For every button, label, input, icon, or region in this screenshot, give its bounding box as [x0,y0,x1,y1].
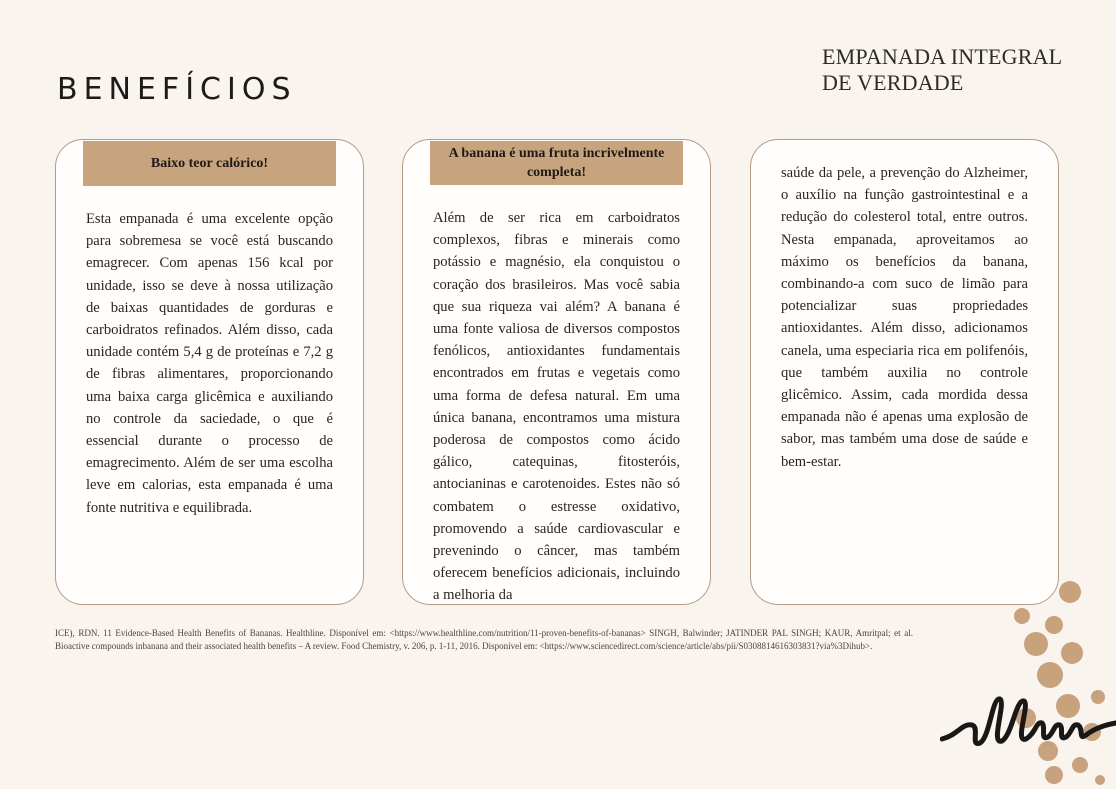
product-title-line-2: DE VERDADE [822,70,964,95]
benefit-card-continuation [750,139,1059,605]
card-body-text: Esta empanada é uma excelente opção para sobremesa se você está buscando emagrecer. Com apenas 156 kcal por unidade, isso se deve à nossa utilização de baixas quantidades de gorduras e carboidratos refinados. Além disso, cada unidade contém 5,4 g de proteínas e 7,2 g de fibras alimentares, proporcionando uma baixa carga glicêmica e auxiliando no controle da saciedade, o que é essencial durante o processo de emagrecimento. Além de ser uma escolha leve em calorias, esta empanada é uma fonte nutritiva e equilibrada. [86,211,333,516]
allma-logo [940,575,1116,789]
benefit-card-banana [402,139,711,605]
page-title: BENEFÍCIOS [57,72,297,108]
card-heading: A banana é uma fruta incrivelmente completa! [430,141,683,185]
card-body-text: saúde da pele, a prevenção do Alzheimer, o auxílio na função gastrointestinal e a redução do colesterol total, entre outros. Nesta empanada, aproveitamos ao máximo os benefícios da banana, combinando-a com suco de limão para potencializar suas propriedades antioxidantes. Além disso, adicionamos canela, uma especiaria rica em polifenóis, que também auxilia no controle glicêmico. Assim, cada mordida dessa empanada não é apenas uma explosão de sabor, mas também uma dose de saúde e bem-estar. [781,165,1028,470]
references-footnote: ICE), RDN. 11 Evidence-Based Health Benefits of Bananas. Healthline. Disponível em: <https://www.healthline.com/nutrition/11-proven-benefits-of-bananas> SINGH, Balwinder; JATINDER PAL SINGH; KAUR, Amritpal; et al. Bioactive compounds inbanana and their associated health benefits – A review. Food Chemistry, v. 206, p. 1-11, 2016. Disponível em: <https://www.sciencedirect.com/science/article/abs/pii/S0308814616303831?via%3Dihub>. [55,628,913,651]
benefit-card-calories [55,139,364,605]
card-body-text: Além de ser rica em carboidratos complexos, fibras e minerais como potássio e magnésio, ela conquistou o coração dos brasileiros. Mas você sabia que sua riqueza vai além? A banana é uma fonte valiosa de diversos compostos fenólicos, antioxidantes fundamentais encontrados em frutas e vegetais como uma forma de defesa natural. Em uma única banana, encontramos uma mistura poderosa de compostos como ácido gálico, catequinas, fitosteróis, antocianinas e carotenoides. Estes não só combatem o estresse oxidativo, promovendo a saúde cardiovascular e prevenindo o câncer, mas também oferecem benefícios adicionais, incluindo a melhoria da [433,210,680,604]
product-title-line-1: EMPANADA INTEGRAL [822,44,1063,69]
product-title [822,44,1062,96]
decorative-dots [1014,581,1105,785]
card-heading: Baixo teor calórico! [83,141,336,186]
